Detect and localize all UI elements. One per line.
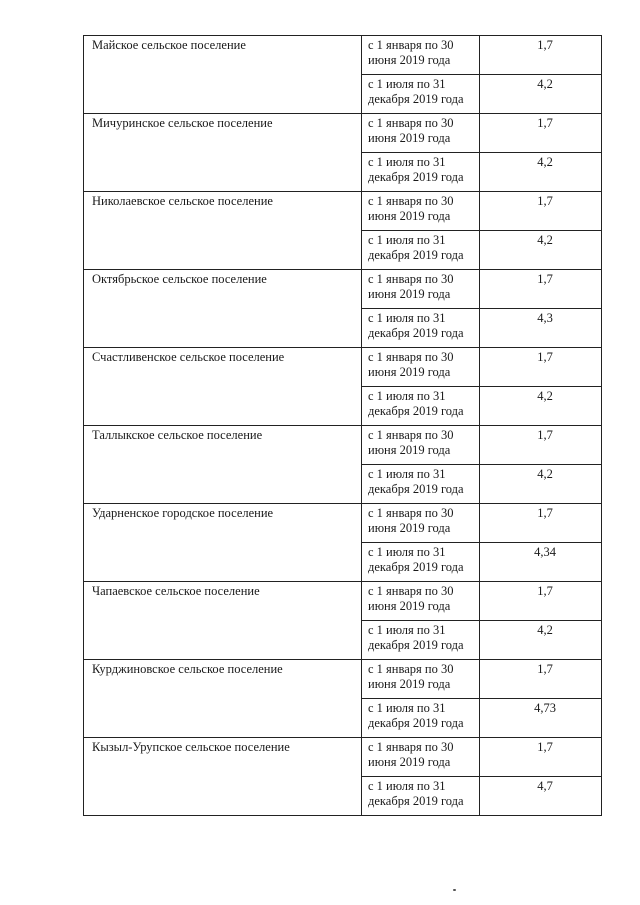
rate-value-cell: 4,2 <box>480 621 602 660</box>
period-cell: с 1 января по 30 июня 2019 года <box>362 36 480 75</box>
period-cell: с 1 января по 30 июня 2019 года <box>362 504 480 543</box>
rate-value-cell: 1,7 <box>480 114 602 153</box>
rate-value-cell: 4,34 <box>480 543 602 582</box>
rate-value-cell: 4,3 <box>480 309 602 348</box>
settlement-name-cell: Чапаевское сельское поселение <box>84 582 362 660</box>
rate-value-cell: 4,2 <box>480 153 602 192</box>
period-cell: с 1 января по 30 июня 2019 года <box>362 582 480 621</box>
rate-value-cell: 4,2 <box>480 231 602 270</box>
scan-speck <box>453 889 456 891</box>
rate-value-cell: 1,7 <box>480 582 602 621</box>
period-cell: с 1 января по 30 июня 2019 года <box>362 738 480 777</box>
rate-value-cell: 1,7 <box>480 660 602 699</box>
table-row <box>84 426 602 465</box>
settlement-name-cell: Октябрьское сельское поселение <box>84 270 362 348</box>
settlement-name-cell: Мичуринское сельское поселение <box>84 114 362 192</box>
table-row <box>84 114 602 153</box>
period-cell: с 1 января по 30 июня 2019 года <box>362 270 480 309</box>
period-cell: с 1 января по 30 июня 2019 года <box>362 426 480 465</box>
period-cell: с 1 июля по 31 декабря 2019 года <box>362 543 480 582</box>
tariff-table <box>83 35 602 816</box>
period-cell: с 1 января по 30 июня 2019 года <box>362 348 480 387</box>
tariff-table-body <box>84 36 602 816</box>
table-row <box>84 348 602 387</box>
period-cell: с 1 июля по 31 декабря 2019 года <box>362 309 480 348</box>
rate-value-cell: 1,7 <box>480 348 602 387</box>
rate-value-cell: 4,2 <box>480 387 602 426</box>
period-cell: с 1 июля по 31 декабря 2019 года <box>362 777 480 816</box>
settlement-name-cell: Счастливенское сельское поселение <box>84 348 362 426</box>
period-cell: с 1 июля по 31 декабря 2019 года <box>362 153 480 192</box>
rate-value-cell: 1,7 <box>480 426 602 465</box>
rate-value-cell: 4,7 <box>480 777 602 816</box>
settlement-name-cell: Николаевское сельское поселение <box>84 192 362 270</box>
table-row <box>84 504 602 543</box>
period-cell: с 1 июля по 31 декабря 2019 года <box>362 231 480 270</box>
settlement-name-cell: Курджиновское сельское поселение <box>84 660 362 738</box>
rate-value-cell: 1,7 <box>480 192 602 231</box>
rate-value-cell: 1,7 <box>480 270 602 309</box>
rate-value-cell: 4,73 <box>480 699 602 738</box>
period-cell: с 1 января по 30 июня 2019 года <box>362 114 480 153</box>
settlement-name-cell: Кызыл-Урупское сельское поселение <box>84 738 362 816</box>
period-cell: с 1 июля по 31 декабря 2019 года <box>362 621 480 660</box>
period-cell: с 1 июля по 31 декабря 2019 года <box>362 75 480 114</box>
table-row <box>84 660 602 699</box>
period-cell: с 1 июля по 31 декабря 2019 года <box>362 387 480 426</box>
period-cell: с 1 июля по 31 декабря 2019 года <box>362 699 480 738</box>
settlement-name-cell: Майское сельское поселение <box>84 36 362 114</box>
table-row <box>84 192 602 231</box>
period-cell: с 1 января по 30 июня 2019 года <box>362 660 480 699</box>
settlement-name-cell: Таллыкское сельское поселение <box>84 426 362 504</box>
rate-value-cell: 1,7 <box>480 738 602 777</box>
rate-value-cell: 4,2 <box>480 465 602 504</box>
settlement-name-cell: Ударненское городское поселение <box>84 504 362 582</box>
table-row <box>84 270 602 309</box>
table-row <box>84 738 602 777</box>
table-row <box>84 582 602 621</box>
period-cell: с 1 июля по 31 декабря 2019 года <box>362 465 480 504</box>
rate-value-cell: 4,2 <box>480 75 602 114</box>
period-cell: с 1 января по 30 июня 2019 года <box>362 192 480 231</box>
table-row <box>84 36 602 75</box>
rate-value-cell: 1,7 <box>480 36 602 75</box>
rate-value-cell: 1,7 <box>480 504 602 543</box>
